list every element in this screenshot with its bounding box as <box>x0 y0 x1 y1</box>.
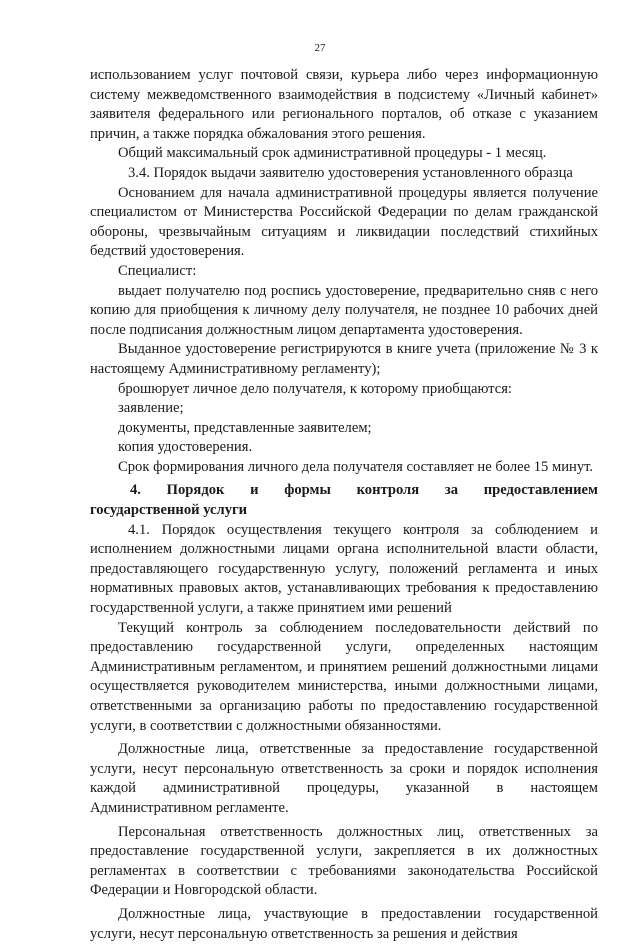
page-number: 27 <box>314 42 326 54</box>
paragraph: Текущий контроль за соблюдением последовательности действий по предоставлению государственной услуги, определенных настоящим Административным регламентом, и принятием решений должностными лицами осуществляется руководителем министерства, иными должностными лицами, ответственными за организацию работы по предоставлению государственной услуги, в соответствии с должностными обязанностями. <box>90 619 598 734</box>
heading-word: и <box>250 482 259 499</box>
paragraph: Персональная ответственность должностных лиц, ответственных за предоставление государственной услуги, закрепляется в их должностных регламентах в соответствии с требованиями законодательства Российской Федерации и Новгородской области. <box>90 823 598 899</box>
heading-word: за <box>444 482 459 499</box>
paragraph: выдает получателю под роспись удостоверение, предварительно сняв с него копию для приобщения к личному делу получателя, не позднее 10 рабочих дней после подписания должностным лицом департамента удостоверения. <box>90 282 598 338</box>
paragraph: брошюрует личное дело получателя, к которому приобщаются: <box>118 380 512 397</box>
paragraph: использованием услуг почтовой связи, курьера либо через информационную систему межведомственного взаимодействия в подсистему «Личный кабинет» заявителя федерального или регионального порталов, об отказе с указанием причин, а также порядка обжалования этого решения. <box>90 67 598 142</box>
list-item: документы, представленные заявителем; <box>118 419 372 436</box>
paragraph: Основанием для начала административной процедуры является получение специалистом от Министерства Российской Федерации по делам гражданской обороны, чрезвычайным ситуациям и ликвидации последствий стихийных бедствий удостоверения. <box>90 184 598 260</box>
document-body <box>90 66 598 944</box>
paragraph: 4.1. Порядок осуществления текущего контроля за соблюдением и исполнением должностными лицами органа исполнительной власти области, предоставляющего государственную услугу, положений регламента и иных нормативных правовых актов, устанавливающих требования к предоставлению государственной услуги, а также принятием ими решений <box>90 521 598 617</box>
section-heading <box>90 481 598 520</box>
paragraph: Должностные лица, участвующие в предоставлении государственной услуги, несут персональную ответственность за решения и действия <box>90 905 598 942</box>
paragraph: Выданное удостоверение регистрируются в книге учета (приложение № 3 к настоящему Административному регламенту); <box>90 341 598 377</box>
heading-word: предоставлением <box>483 482 598 499</box>
paragraph: Специалист: <box>118 262 197 279</box>
heading-word: Порядок <box>166 482 225 499</box>
list-item: копия удостоверения. <box>118 439 253 456</box>
heading-line2: государственной услуги <box>90 502 248 519</box>
section-title: 3.4. Порядок выдачи заявителю удостоверения установленного образца <box>128 164 573 181</box>
list-item: заявление; <box>118 400 184 417</box>
heading-word: 4. <box>130 482 141 499</box>
heading-word: контроля <box>356 482 420 499</box>
heading-word: формы <box>284 482 331 499</box>
paragraph: Общий максимальный срок административной процедуры - 1 месяц. <box>118 145 547 162</box>
paragraph: Срок формирования личного дела получателя составляет не более 15 минут. <box>118 458 594 475</box>
paragraph: Должностные лица, ответственные за предоставление государственной услуги, несут персональную ответственность за сроки и порядок исполнения каждой административной процедуры, указанной в настоящем Административном регламенте. <box>90 741 598 816</box>
